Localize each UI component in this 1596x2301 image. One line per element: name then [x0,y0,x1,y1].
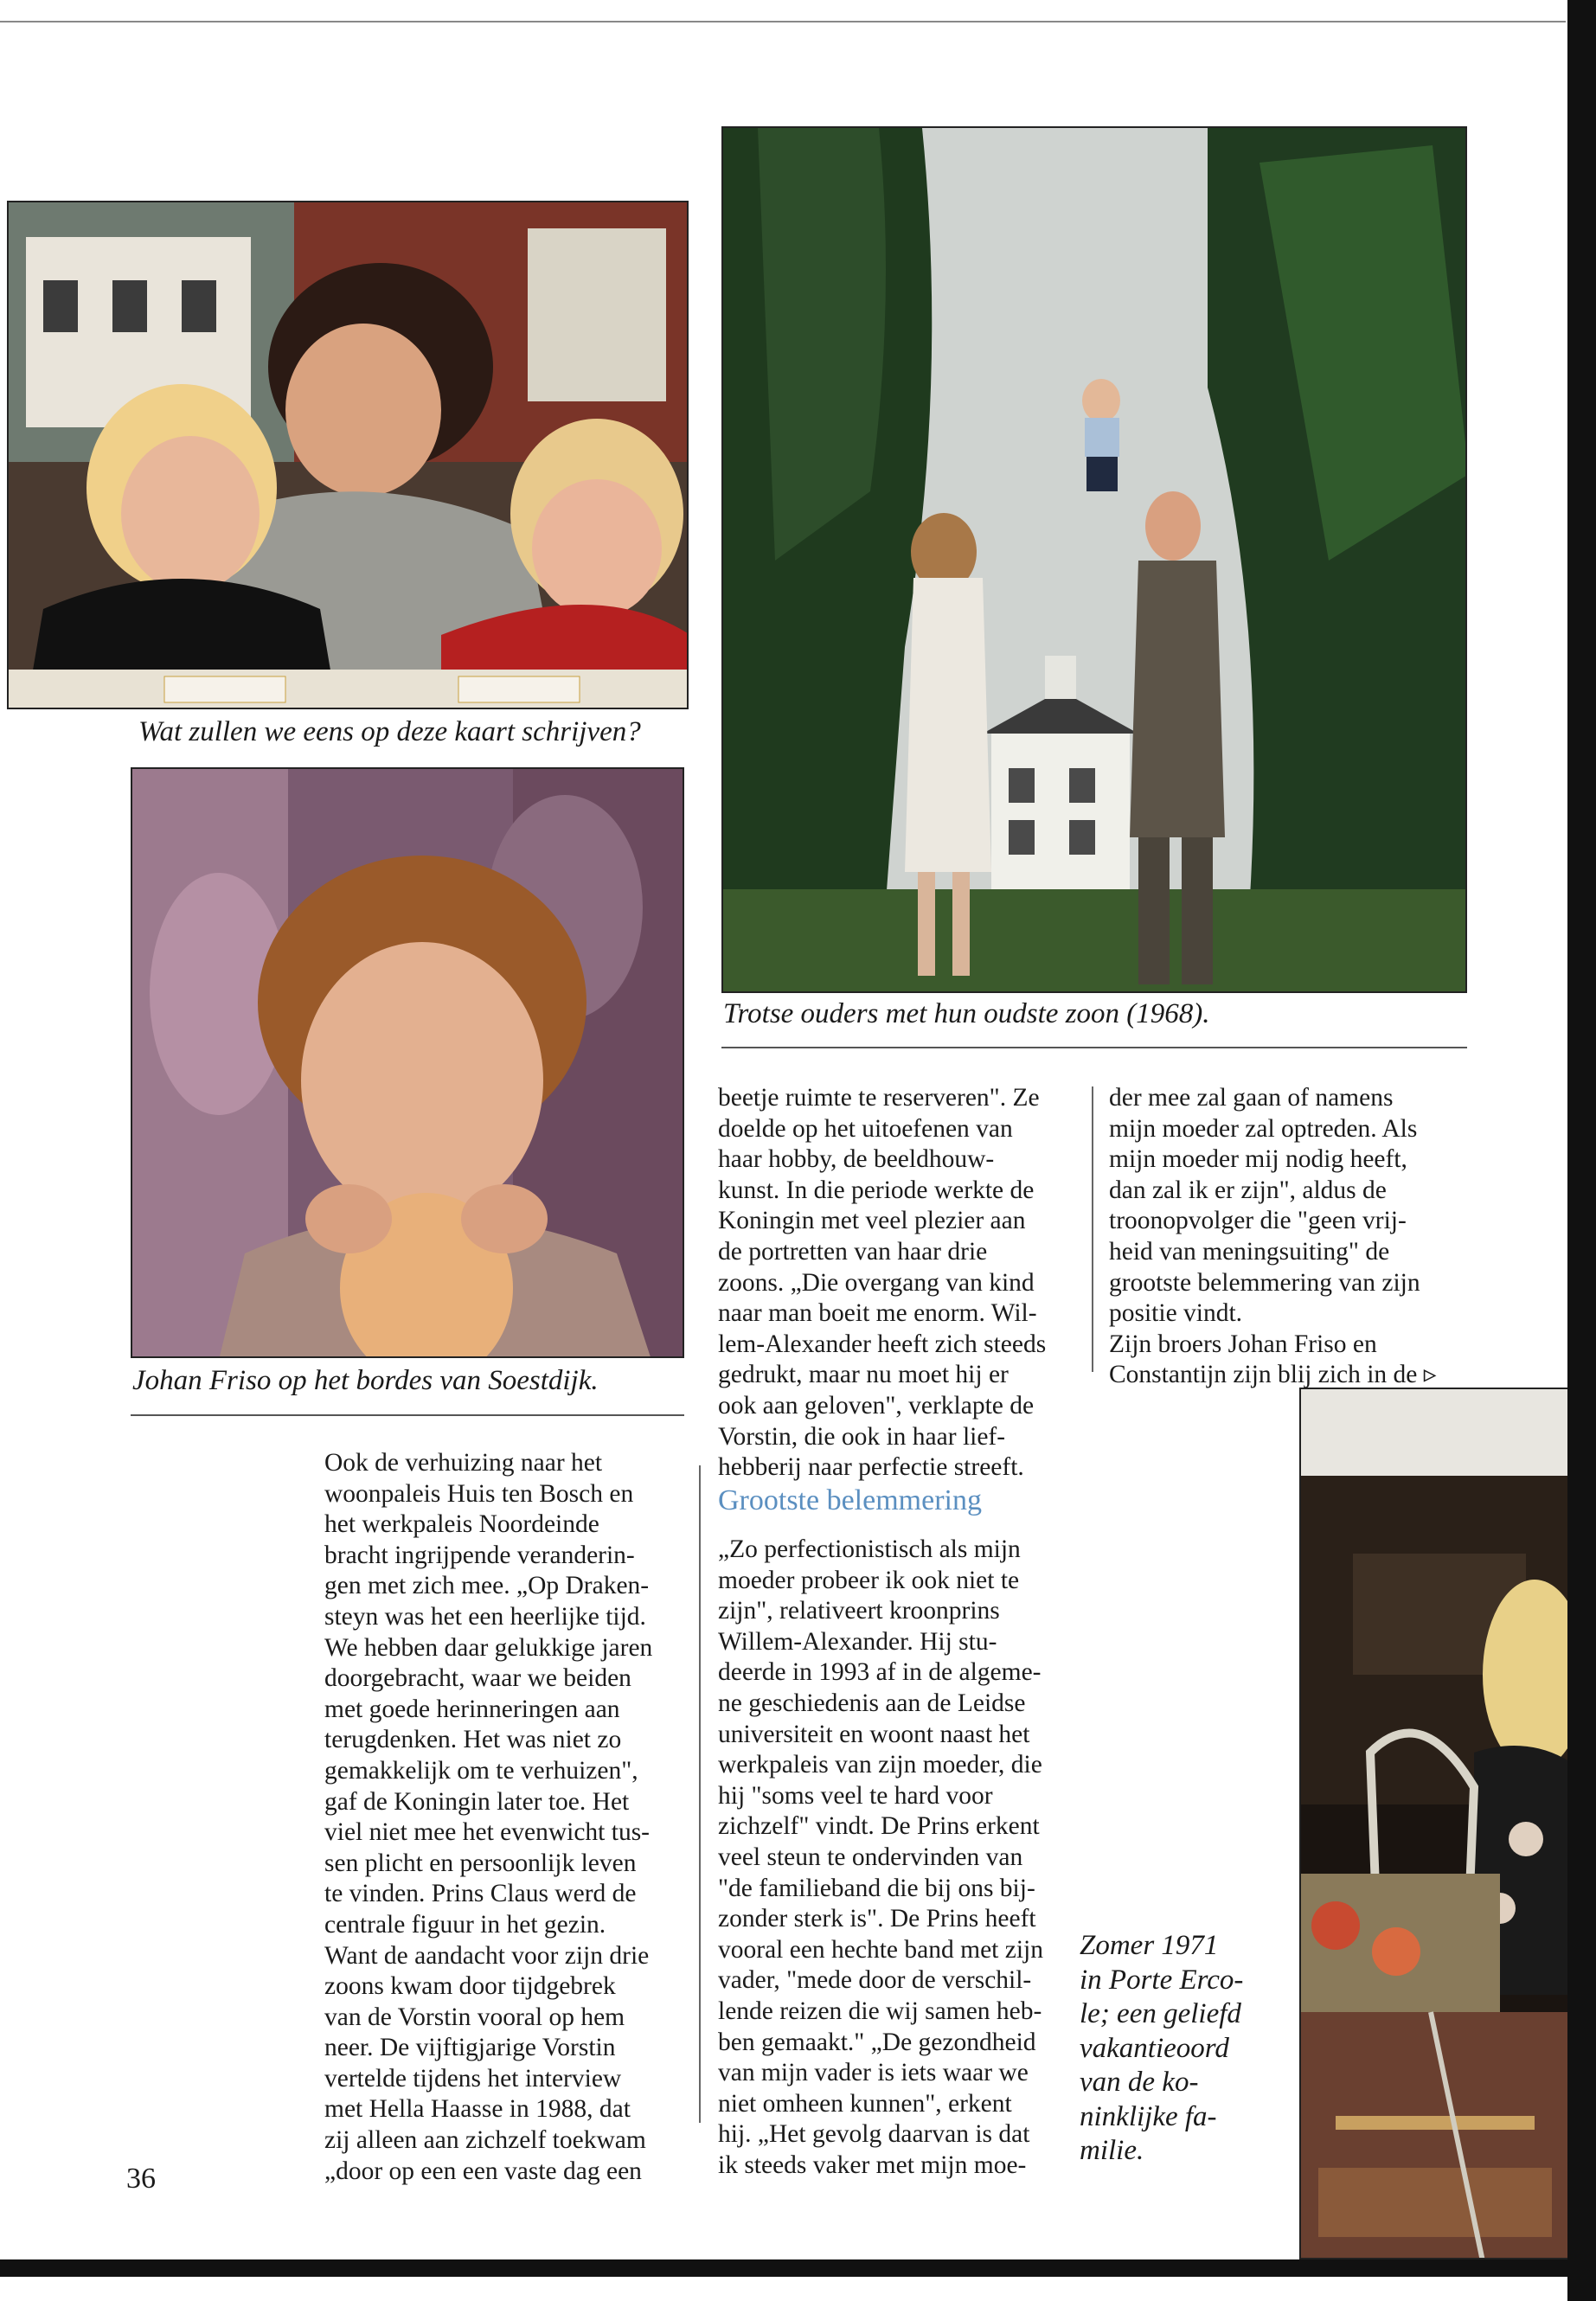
friso-caption: Johan Friso op het bordes van Soestdijk. [132,1365,599,1396]
family-card-illustration [9,202,689,709]
friso-caption-rule [131,1414,684,1416]
summer-photo [1299,1388,1567,2259]
text-line: mijn moeder mij nodig heeft, [1109,1145,1407,1174]
text-line: Want de aandacht voor zijn drie [324,1941,650,1970]
text-line: Zijn broers Johan Friso en [1109,1330,1377,1358]
text-line: gaf de Koningin later toe. Het [324,1787,630,1816]
column-divider-right [1092,1086,1093,1372]
text-line: deerde in 1993 af in de algeme- [718,1658,1042,1687]
text-line: ne geschiedenis aan de Leidse [718,1689,1026,1717]
text-line: zichzelf" vindt. De Prins erkent [718,1812,1040,1841]
summer-caption-line: van de ko- [1080,2067,1199,2098]
text-line: universiteit en woont naast het [718,1720,1030,1748]
text-line: bracht ingrijpende veranderin- [324,1541,635,1569]
summer-caption-line: milie. [1080,2135,1144,2166]
text-line: ik steeds vaker met mijn moe- [718,2150,1027,2179]
proud-parents-photo [721,126,1467,993]
text-line: „door op een een vaste dag een [324,2157,642,2185]
text-line: positie vindt. [1109,1299,1243,1328]
text-line: niet omheen kunnen", erkent [718,2089,1012,2118]
text-line: dan zal ik er zijn", aldus de [1109,1176,1387,1204]
text-line: troonopvolger die "geen vrij- [1109,1207,1407,1235]
family-card-caption: Wat zullen we eens op deze kaart schrijven? [138,716,641,747]
article-column-left [324,1448,652,2187]
text-line: zoons. „Die overgang van kind [718,1268,1035,1297]
text-line: ook aan geloven", verklapte de [718,1391,1035,1420]
text-line: de portretten van haar drie [718,1237,988,1266]
text-line: zij alleen aan zichzelf toekwam [324,2126,646,2155]
text-line: doorgebracht, waar we beiden [324,1664,631,1693]
text-line: neer. De vijftigjarige Vorstin [324,2034,616,2062]
text-line: hij "soms veel te hard voor [718,1781,993,1810]
friso-illustration [132,769,684,1358]
text-line: naar man boeit me enorm. Wil- [718,1299,1037,1328]
proud-parents-caption: Trotse ouders met hun oudste zoon (1968). [723,998,1210,1029]
summer-caption-line: le; een geliefd [1080,1998,1241,2029]
text-line: der mee zal gaan of namens [1109,1084,1394,1112]
friso-photo [131,767,684,1358]
text-line: grootste belemmering van zijn [1109,1268,1420,1297]
family-card-photo [7,201,689,709]
text-line: terugdenken. Het was niet zo [324,1726,622,1754]
text-line: het werkpaleis Noordeinde [324,1510,599,1539]
text-line: beetje ruimte te reserveren". Ze [718,1084,1040,1112]
text-line: Koningin met veel plezier aan [718,1207,1026,1235]
column-divider-middle [699,1465,701,2123]
text-line: Willem-Alexander. Hij stu- [718,1627,997,1656]
text-line: vertelde tijdens het interview [324,2064,622,2093]
text-line: werkpaleis van zijn moeder, die [718,1751,1042,1779]
text-line: haar hobby, de beeldhouw- [718,1145,995,1174]
text-line: ben gemaakt." „De gezondheid [718,2028,1036,2056]
text-line: Vorstin, die ook in haar lief- [718,1422,1006,1451]
text-line: We hebben daar gelukkige jaren [324,1633,653,1662]
text-line: centrale figuur in het gezin. [324,1910,606,1939]
text-line: veel steun te ondervinden van [718,1843,1023,1871]
text-line: hebberij naar perfectie streeft. [718,1453,1024,1482]
page-top-border [0,21,1566,22]
summer-caption-line: ninklijke fa- [1080,2100,1217,2132]
text-line: lem-Alexander heeft zich steeds [718,1330,1047,1358]
text-line: gemakkelijk om te verhuizen", [324,1756,638,1785]
text-line: gen met zich mee. „Op Draken- [324,1572,650,1600]
summer-illustration [1301,1389,1567,2259]
text-line: Constantijn zijn blij zich in de ▹ [1109,1361,1437,1389]
article-column-right [1109,1083,1437,1391]
page-right-edge [1567,0,1596,2301]
text-line: met Hella Haasse in 1988, dat [324,2095,631,2124]
text-line: mijn moeder zal optreden. Als [1109,1114,1418,1143]
text-line: vader, "mede door de verschil- [718,1966,1032,1995]
summer-caption-line: in Porte Erco- [1080,1964,1244,1996]
page-number: 36 [126,2163,156,2195]
text-line: moeder probeer ik ook niet te [718,1566,1020,1594]
text-line: heid van meningsuiting" de [1109,1237,1390,1266]
text-line: zijn", relativeert kroonprins [718,1597,1000,1625]
text-line: lende reizen die wij samen heb- [718,1997,1042,2025]
text-line: "de familieband die bij ons bij- [718,1874,1035,1902]
text-line: gedrukt, maar nu moet hij er [718,1361,1009,1389]
text-line: doelde op het uitoefenen van [718,1114,1013,1143]
text-line: vooral een hechte band met zijn [718,1935,1043,1964]
proud-parents-illustration [723,128,1467,993]
text-line: van mijn vader is iets waar we [718,2059,1029,2087]
summer-caption [1080,1929,1243,2169]
text-line: „Zo perfectionistisch als mijn [718,1535,1021,1563]
text-line: kunst. In die periode werkte de [718,1176,1035,1204]
summer-caption-line: Zomer 1971 [1080,1930,1219,1961]
text-line: met goede herinneringen aan [324,1695,620,1723]
page-bottom-edge [0,2259,1596,2277]
text-line: steyn was het een heerlijke tijd. [324,1602,646,1631]
text-line: te vinden. Prins Claus werd de [324,1880,637,1908]
text-line: Ook de verhuizing naar het [324,1449,603,1477]
summer-caption-line: vakantieoord [1080,2032,1229,2064]
text-line: hij. „Het gevolg daarvan is dat [718,2120,1030,2149]
text-line: viel niet mee het evenwicht tus- [324,1818,650,1847]
section-subheading: Grootste belemmering [718,1484,982,1516]
text-line: sen plicht en persoonlijk leven [324,1849,637,1877]
article-column-middle-bottom [718,1535,1043,2181]
text-line: zoons kwam door tijdgebrek [324,1972,616,2001]
proud-parents-caption-rule [721,1047,1467,1048]
text-line: van de Vorstin vooral op hem [324,2003,625,2031]
article-column-middle-top [718,1083,1046,1484]
text-line: woonpaleis Huis ten Bosch en [324,1479,634,1508]
text-line: zonder sterk is". De Prins heeft [718,1905,1036,1933]
